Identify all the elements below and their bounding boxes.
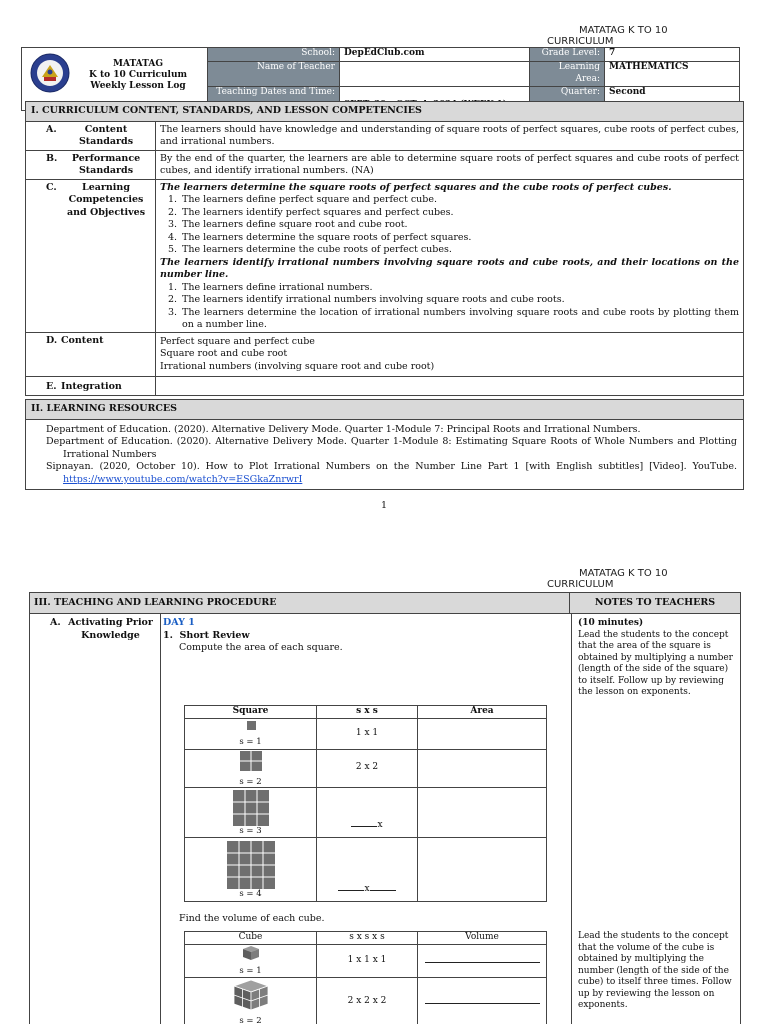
note-text: Lead the students to the concept that the volume of the cube is obtained by multiplying the number (length of the side of the cube) to itself three times. Follow up by reviewing the lesson on exponents. — [578, 931, 732, 1011]
square-label: s = 2 — [239, 776, 262, 787]
page-2 — [0, 540, 768, 1024]
c-label: Learning Competencies and Objectives — [66, 181, 146, 218]
cube-label: s = 1 — [239, 966, 262, 977]
header-line1: MATATAG K TO 10 — [579, 568, 668, 579]
area-col-header: Area — [418, 706, 547, 719]
section2-title: II. LEARNING RESOURCES — [26, 400, 743, 420]
area-blank[interactable] — [418, 837, 547, 901]
school-value: DepEdClub.com — [340, 48, 530, 62]
competencies-row — [26, 180, 743, 333]
square-label: s = 1 — [239, 737, 262, 748]
cube-col-header: Cube — [185, 932, 317, 945]
square-cell — [185, 718, 317, 749]
square-1-icon — [244, 720, 258, 732]
title-line2: K to 10 Curriculum — [88, 70, 188, 80]
cube-label: s = 2 — [239, 1015, 262, 1024]
table-row — [185, 787, 547, 837]
school-label: School: — [208, 48, 340, 62]
square-col-header: Square — [185, 706, 317, 719]
volume-cell — [418, 977, 547, 1024]
area-label: Learning Area: — [530, 62, 605, 87]
cube-1-icon — [242, 945, 260, 961]
a-letter: A. — [46, 123, 57, 135]
grade-value: 7 — [605, 48, 740, 62]
integration-text — [156, 377, 743, 395]
square-expr-cell — [317, 837, 418, 901]
a3-label: Activating Prior Knowledge — [68, 617, 153, 641]
title-line3: Weekly Lesson Log — [90, 81, 186, 91]
content-line: Square root and cube root — [160, 348, 288, 360]
grade-label: Grade Level: — [530, 48, 605, 62]
table-row — [185, 977, 547, 1024]
content-lines — [156, 333, 743, 376]
table-row — [185, 718, 547, 749]
curriculum-section — [25, 101, 744, 396]
cube-2-icon — [233, 979, 269, 1011]
square-label: s = 4 — [239, 888, 262, 899]
area-blank[interactable] — [418, 718, 547, 749]
review-title: Short Review — [179, 629, 250, 641]
youtube-link[interactable]: https://www.youtube.com/watch?v=ESGkaZnrwrI — [63, 473, 303, 485]
cube-cell — [185, 944, 317, 977]
blank-line[interactable] — [351, 818, 377, 827]
reference-item: Department of Education. (2020). Alternative Delivery Mode. Quarter 1-Module 7: Principal Roots and Irrational Numbers. — [46, 423, 641, 435]
notes-title: NOTES TO TEACHERS — [594, 596, 716, 608]
d-label: Content — [61, 334, 104, 346]
objective-text: The learners identify irrational numbers involving square roots and cube roots. — [182, 294, 565, 306]
resources-list — [26, 420, 743, 490]
reference-item: Department of Education. (2020). Alternative Delivery Mode. Quarter 1-Module 8: Estimating Square Roots of Whole Numbers and Plotting Irrational Numbers — [46, 436, 737, 460]
performance-standards-label — [26, 151, 156, 179]
cube-expr: 2 x 2 x 2 — [317, 977, 418, 1024]
teacher-label: Name of Teacher — [208, 62, 340, 87]
short-review-heading — [163, 630, 563, 643]
square-3-icon — [232, 789, 270, 827]
blank-line[interactable] — [370, 882, 396, 891]
content-standards-label — [26, 122, 156, 150]
note-text: Lead the students to the concept that the area of the square is obtained by multiplying a number (length of the side of the square) to itself. Follow up by reviewing the lesson on exponents. — [578, 629, 733, 698]
square-label: s = 3 — [239, 825, 262, 836]
objective-text: The learners determine the cube roots of perfect cubes. — [182, 244, 452, 256]
quarter-value: Second — [605, 86, 740, 110]
sxsxs-col-header: s x s x s — [317, 932, 418, 945]
cube-instruction: Find the volume of each cube. — [179, 913, 325, 924]
notes-divider — [571, 614, 572, 1024]
list-item: 1. The learners define irrational numbers. — [168, 281, 373, 293]
cube-expr: 1 x 1 x 1 — [317, 944, 418, 977]
objective-text: The learners identify perfect squares and perfect cubes. — [182, 206, 454, 218]
title-line1: MATATAG — [112, 59, 164, 69]
competencies-label — [26, 180, 156, 332]
section3-title: III. TEACHING AND LEARNING PROCEDURE — [30, 593, 570, 613]
page-number: 1 — [380, 500, 388, 511]
notes-1 — [578, 618, 738, 699]
objective-text: The learners define perfect square and perfect cube. — [182, 194, 437, 206]
integration-label — [26, 377, 156, 395]
b-letter: B. — [46, 152, 58, 164]
list-item: 5. The learners determine the cube roots of perfect cubes. — [168, 244, 452, 256]
table-row — [185, 749, 547, 787]
header-line2: CURRICULUM — [547, 36, 614, 47]
a-label: Content Standards — [78, 123, 134, 148]
square-table — [184, 705, 547, 902]
list-item: 2. The learners identify irrational numbers involving square roots and cube roots. — [168, 294, 565, 306]
content-standards-text: The learners should have knowledge and understanding of square roots of perfect squares, cube roots of perfect cubes, and irrational numbers. — [160, 123, 739, 148]
c-letter: C. — [46, 181, 57, 193]
square-expr: 1 x 1 — [317, 718, 418, 749]
objective-text: The learners determine the location of irrational numbers involving square roots and cube roots by plotting them on a number line. — [182, 306, 739, 331]
curriculum-header-2 — [547, 568, 668, 590]
square-2-icon — [239, 750, 263, 772]
activating-knowledge-label — [30, 614, 160, 1024]
cube-cell — [185, 977, 317, 1024]
content-line: Irrational numbers (involving square root and cube root) — [160, 360, 435, 372]
list-item: 4. The learners determine the square roots of perfect squares. — [168, 231, 472, 243]
note-time: (10 minutes) — [578, 618, 644, 628]
notes-2 — [578, 931, 738, 1012]
volume-col-header: Volume — [418, 932, 547, 945]
content-standards-row — [26, 122, 743, 151]
objective-list-1 — [160, 194, 739, 257]
b-label: Performance Standards — [71, 152, 141, 177]
d-letter: D. — [46, 334, 58, 346]
procedure-table — [29, 592, 741, 1024]
e-label: Integration — [61, 380, 122, 392]
objective-text: The learners define irrational numbers. — [182, 281, 373, 293]
square-expr: x — [364, 884, 370, 894]
list-item: 1. The learners define perfect square and perfect cube. — [168, 194, 437, 206]
square-cell — [185, 837, 317, 901]
competency-lead-2: The learners identify irrational numbers involving square roots and cube roots, and their locations on the number line. — [160, 256, 739, 281]
area-blank[interactable] — [418, 787, 547, 837]
performance-standards-text: By the end of the quarter, the learners are able to determine square roots of perfect squares and cube roots of perfect cubes, and identify irrational numbers. (NA) — [160, 152, 739, 177]
volume-blank[interactable] — [425, 995, 540, 1004]
sxs-col-header: s x s — [317, 706, 418, 719]
objective-text: The learners define square root and cube root. — [182, 219, 408, 231]
table-row — [185, 837, 547, 901]
square-cell — [185, 787, 317, 837]
integration-row — [26, 377, 743, 395]
reference-text: Sipnayan. (2020, October 10). How to Plot Irrational Numbers on the Number Line Part 1 [with English subtitles] [Video]. YouTube. — [46, 461, 737, 473]
curriculum-header — [547, 25, 668, 47]
square-expr: x — [377, 820, 383, 830]
teacher-value — [340, 62, 530, 87]
square-instruction: Compute the area of each square. — [179, 642, 343, 654]
table-row — [185, 944, 547, 977]
list-item: 3. The learners define square root and cube root. — [168, 219, 408, 231]
performance-standards-row — [26, 151, 743, 180]
header-line2: CURRICULUM — [547, 579, 614, 590]
content-label — [26, 333, 156, 376]
deped-seal-icon — [30, 53, 70, 93]
competency-lead-1: The learners determine the square roots of perfect squares and the cube roots of perfect cubes. — [160, 181, 672, 193]
section1-title: I. CURRICULUM CONTENT, STANDARDS, AND LESSON COMPETENCIES — [26, 102, 743, 122]
square-expr: 2 x 2 — [317, 749, 418, 787]
header-line1: MATATAG K TO 10 — [579, 25, 668, 36]
square-4-icon — [226, 840, 276, 890]
lesson-log-title — [78, 59, 198, 92]
area-value: MATHEMATICS — [605, 62, 740, 87]
column-divider — [160, 614, 161, 1024]
a3-letter: A. — [50, 617, 61, 628]
e-letter: E. — [46, 380, 57, 392]
review-number: 1. — [163, 629, 173, 641]
content-line: Perfect square and perfect cube — [160, 335, 315, 347]
learning-resources-section — [25, 399, 744, 490]
objective-text: The learners determine the square roots of perfect squares. — [182, 231, 472, 243]
volume-cell — [418, 944, 547, 977]
area-blank[interactable] — [418, 749, 547, 787]
day-label: DAY 1 — [163, 617, 195, 628]
competencies-content — [156, 180, 743, 332]
square-expr-cell — [317, 787, 418, 837]
list-item: 2. The learners identify perfect squares and perfect cubes. — [168, 206, 454, 218]
content-row — [26, 333, 743, 377]
volume-blank[interactable] — [425, 954, 540, 963]
cube-table — [184, 931, 547, 1024]
square-cell — [185, 749, 317, 787]
list-item: 3. The learners determine the location of irrational numbers involving square roots and cube roots by plotting them on a number line. — [168, 306, 739, 331]
objective-list-2 — [160, 282, 739, 332]
procedure-body — [30, 614, 740, 1024]
quarter-label: Quarter: — [530, 86, 605, 110]
procedure-header — [30, 593, 740, 614]
activity-content — [163, 617, 563, 655]
blank-line[interactable] — [338, 882, 364, 891]
dates-label: Teaching Dates and Time: — [208, 86, 340, 110]
reference-item — [46, 461, 737, 486]
